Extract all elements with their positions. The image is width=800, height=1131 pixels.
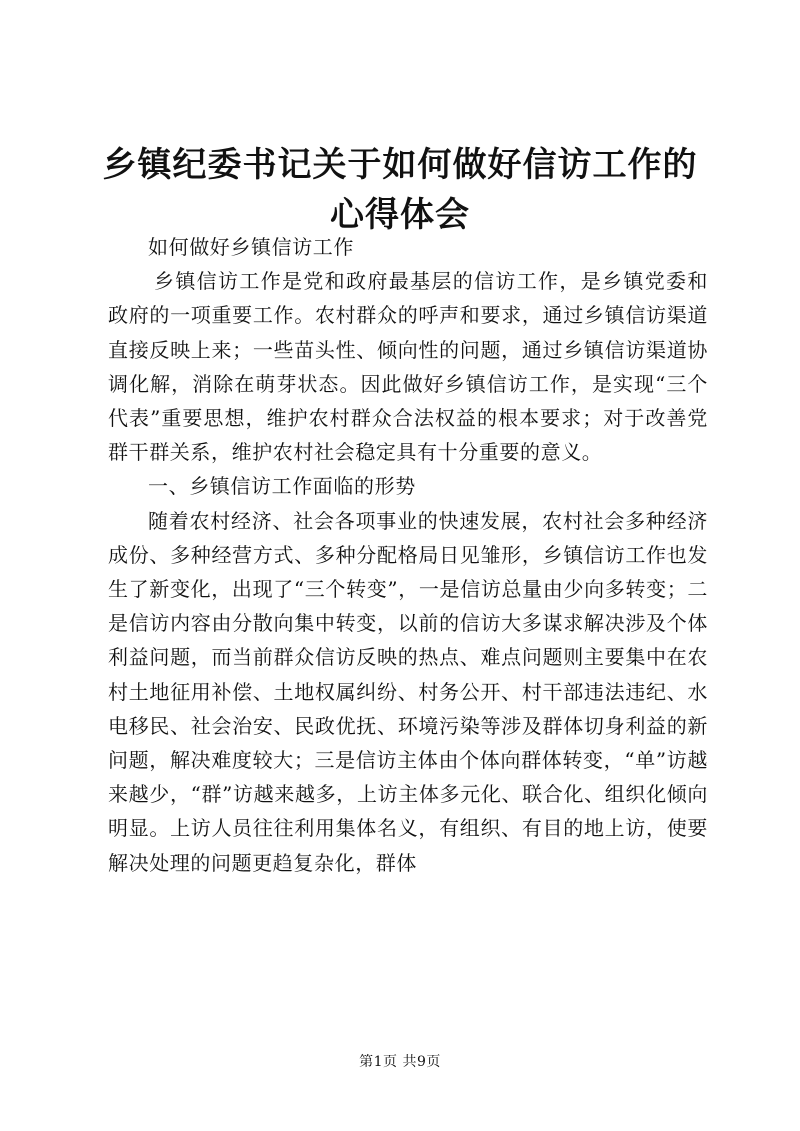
intro-paragraph: 乡镇信访工作是党和政府最基层的信访工作，是乡镇党委和政府的一项重要工作。农村群众的呼声和要求，通过乡镇信访渠道直接反映上来；一些苗头性、倾向性的问题，通过乡镇信访渠道协调化解，消除在萌芽状态。因此做好乡镇信访工作，是实现“三个代表”重要思想，维护农村群众合法权益的根本要求；对于改善党群干群关系，维护农村社会稳定具有十分重要的意义。 xyxy=(108,269,708,465)
document-body xyxy=(108,230,708,880)
body-paragraph: 随着农村经济、社会各项事业的快速发展，农村社会多种经济成份、多种经营方式、多种分配格局日见雏形，乡镇信访工作也发生了新变化，出现了“三个转变”，一是信访总量由少向多转变；二是信访内容由分散向集中转变，以前的信访大多谋求解决涉及个体利益问题，而当前群众信访反映的热点、难点问题则主要集中在农村土地征用补偿、土地权属纠纷、村务公开、村干部违法违纪、水电移民、社会治安、民政优抚、环境污染等涉及群体切身利益的新问题，解决难度较大；三是信访主体由个体向群体转变，“单”访越来越少，“群”访越来越多，上访主体多元化、联合化、组织化倾向明显。上访人员往往利用集体名义，有组织、有目的地上访，使要解决处理的问题更趋复杂化，群体 xyxy=(108,508,708,875)
section-heading: 一、乡镇信访工作面临的形势 xyxy=(148,474,416,499)
subtitle-paragraph: 如何做好乡镇信访工作 xyxy=(148,235,354,259)
document-title: 乡镇纪委书记关于如何做好信访工作的心得体会 xyxy=(102,145,698,235)
page-number-footer: 第1页 共9页 xyxy=(359,1054,441,1070)
